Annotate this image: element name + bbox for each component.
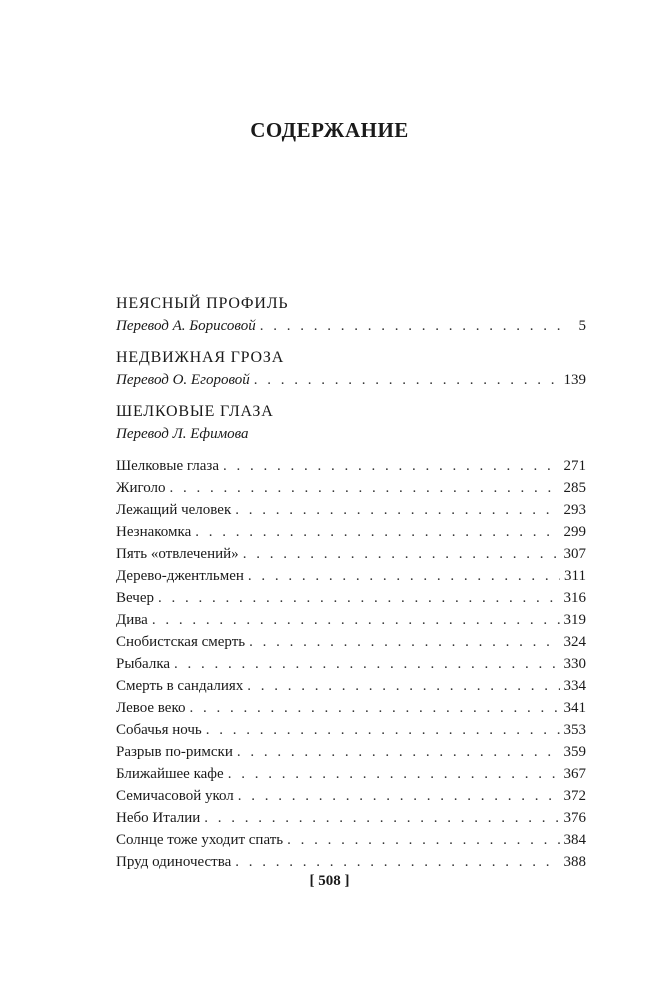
toc-section-3 bbox=[116, 401, 586, 873]
toc-entry bbox=[116, 565, 586, 587]
entry-title: Собачья ночь bbox=[116, 722, 202, 738]
entry-title: Лежащий человек bbox=[116, 502, 232, 518]
toc-entry bbox=[116, 807, 586, 829]
entry-title: Дива bbox=[116, 612, 148, 628]
page-number: 384 bbox=[563, 832, 586, 848]
section-heading: НЕДВИЖНАЯ ГРОЗА bbox=[116, 349, 285, 366]
toc-entry bbox=[116, 631, 586, 653]
page-number: 330 bbox=[563, 656, 586, 672]
page-folio: [ 508 ] bbox=[309, 873, 350, 889]
dot-leader bbox=[287, 829, 559, 851]
page-number: 367 bbox=[563, 766, 586, 782]
section-heading: НЕЯСНЫЙ ПРОФИЛЬ bbox=[116, 295, 289, 312]
entry-title: Рыбалка bbox=[116, 656, 171, 672]
toc-entry bbox=[116, 653, 586, 675]
page-number: 372 bbox=[563, 788, 586, 804]
toc-entry bbox=[116, 499, 586, 521]
toc-entry bbox=[116, 315, 586, 337]
entry-title: Левое веко bbox=[116, 700, 186, 716]
dot-leader bbox=[238, 785, 560, 807]
dot-leader bbox=[195, 521, 559, 543]
toc-entry bbox=[116, 697, 586, 719]
dot-leader bbox=[204, 807, 559, 829]
translator-credit: Перевод А. Борисовой bbox=[116, 318, 256, 334]
toc-entry bbox=[116, 719, 586, 741]
page-number: 139 bbox=[563, 372, 586, 388]
dot-leader bbox=[247, 675, 559, 697]
page-number: 388 bbox=[563, 854, 586, 870]
page-number: 307 bbox=[563, 546, 586, 562]
dot-leader bbox=[174, 653, 559, 675]
toc-entry bbox=[116, 609, 586, 631]
dot-leader bbox=[243, 543, 560, 565]
dot-leader bbox=[189, 697, 559, 719]
page-number: 299 bbox=[563, 524, 586, 540]
page-number: 376 bbox=[563, 810, 586, 826]
dot-leader bbox=[235, 499, 559, 521]
page-number: 5 bbox=[578, 318, 586, 334]
entry-title: Вечер bbox=[116, 590, 154, 606]
page-number: 316 bbox=[563, 590, 586, 606]
toc-section-2 bbox=[116, 347, 586, 391]
page-number: 293 bbox=[563, 502, 586, 518]
toc-entry bbox=[116, 851, 586, 873]
toc-entry bbox=[116, 521, 586, 543]
page-number: 319 bbox=[563, 612, 586, 628]
entry-title: Дерево-джентльмен bbox=[116, 568, 244, 584]
entry-title: Семичасовой укол bbox=[116, 788, 234, 804]
dot-leader bbox=[260, 315, 560, 337]
section-heading: ШЕЛКОВЫЕ ГЛАЗА bbox=[116, 403, 274, 420]
toc-entry bbox=[116, 829, 586, 851]
page-number: 334 bbox=[563, 678, 586, 694]
dot-leader bbox=[170, 477, 560, 499]
entry-title: Разрыв по-римски bbox=[116, 744, 233, 760]
dot-leader bbox=[152, 609, 560, 631]
page-number: 341 bbox=[563, 700, 586, 716]
toc-entry bbox=[116, 741, 586, 763]
page-number: 271 bbox=[563, 458, 586, 474]
entry-title: Пруд одиночества bbox=[116, 854, 232, 870]
page-number: 285 bbox=[563, 480, 586, 496]
entry-title: Смерть в сандалиях bbox=[116, 678, 244, 694]
dot-leader bbox=[206, 719, 560, 741]
entry-title: Небо Италии bbox=[116, 810, 201, 826]
entry-title: Незнакомка bbox=[116, 524, 192, 540]
toc-entry bbox=[116, 455, 586, 477]
entry-title: Шелковые глаза bbox=[116, 458, 219, 474]
dot-leader bbox=[254, 369, 560, 391]
dot-leader bbox=[248, 565, 560, 587]
toc-entry bbox=[116, 785, 586, 807]
entry-title: Снобистская смерть bbox=[116, 634, 246, 650]
table-of-contents bbox=[116, 293, 586, 883]
toc-entry bbox=[116, 675, 586, 697]
dot-leader bbox=[223, 455, 560, 477]
entry-title: Ближайшее кафе bbox=[116, 766, 224, 782]
page-number: 359 bbox=[563, 744, 586, 760]
entry-title: Пять «отвлечений» bbox=[116, 546, 239, 562]
dot-leader bbox=[235, 851, 559, 873]
dot-leader bbox=[237, 741, 560, 763]
translator-credit: Перевод Л. Ефимова bbox=[116, 426, 249, 442]
page-number: 311 bbox=[564, 568, 586, 584]
dot-leader bbox=[249, 631, 559, 653]
page-number: 324 bbox=[563, 634, 586, 650]
page-title: СОДЕРЖАНИЕ bbox=[250, 118, 409, 142]
toc-entry bbox=[116, 543, 586, 565]
toc-entry bbox=[116, 763, 586, 785]
toc-entry bbox=[116, 587, 586, 609]
story-list bbox=[116, 455, 586, 873]
toc-entry bbox=[116, 477, 586, 499]
entry-title: Солнце тоже уходит спать bbox=[116, 832, 284, 848]
toc-entry bbox=[116, 369, 586, 391]
page-number: 353 bbox=[563, 722, 586, 738]
translator-credit: Перевод О. Егоровой bbox=[116, 372, 250, 388]
dot-leader bbox=[228, 763, 560, 785]
toc-section-1 bbox=[116, 293, 586, 337]
entry-title: Жиголо bbox=[116, 480, 166, 496]
dot-leader bbox=[158, 587, 560, 609]
